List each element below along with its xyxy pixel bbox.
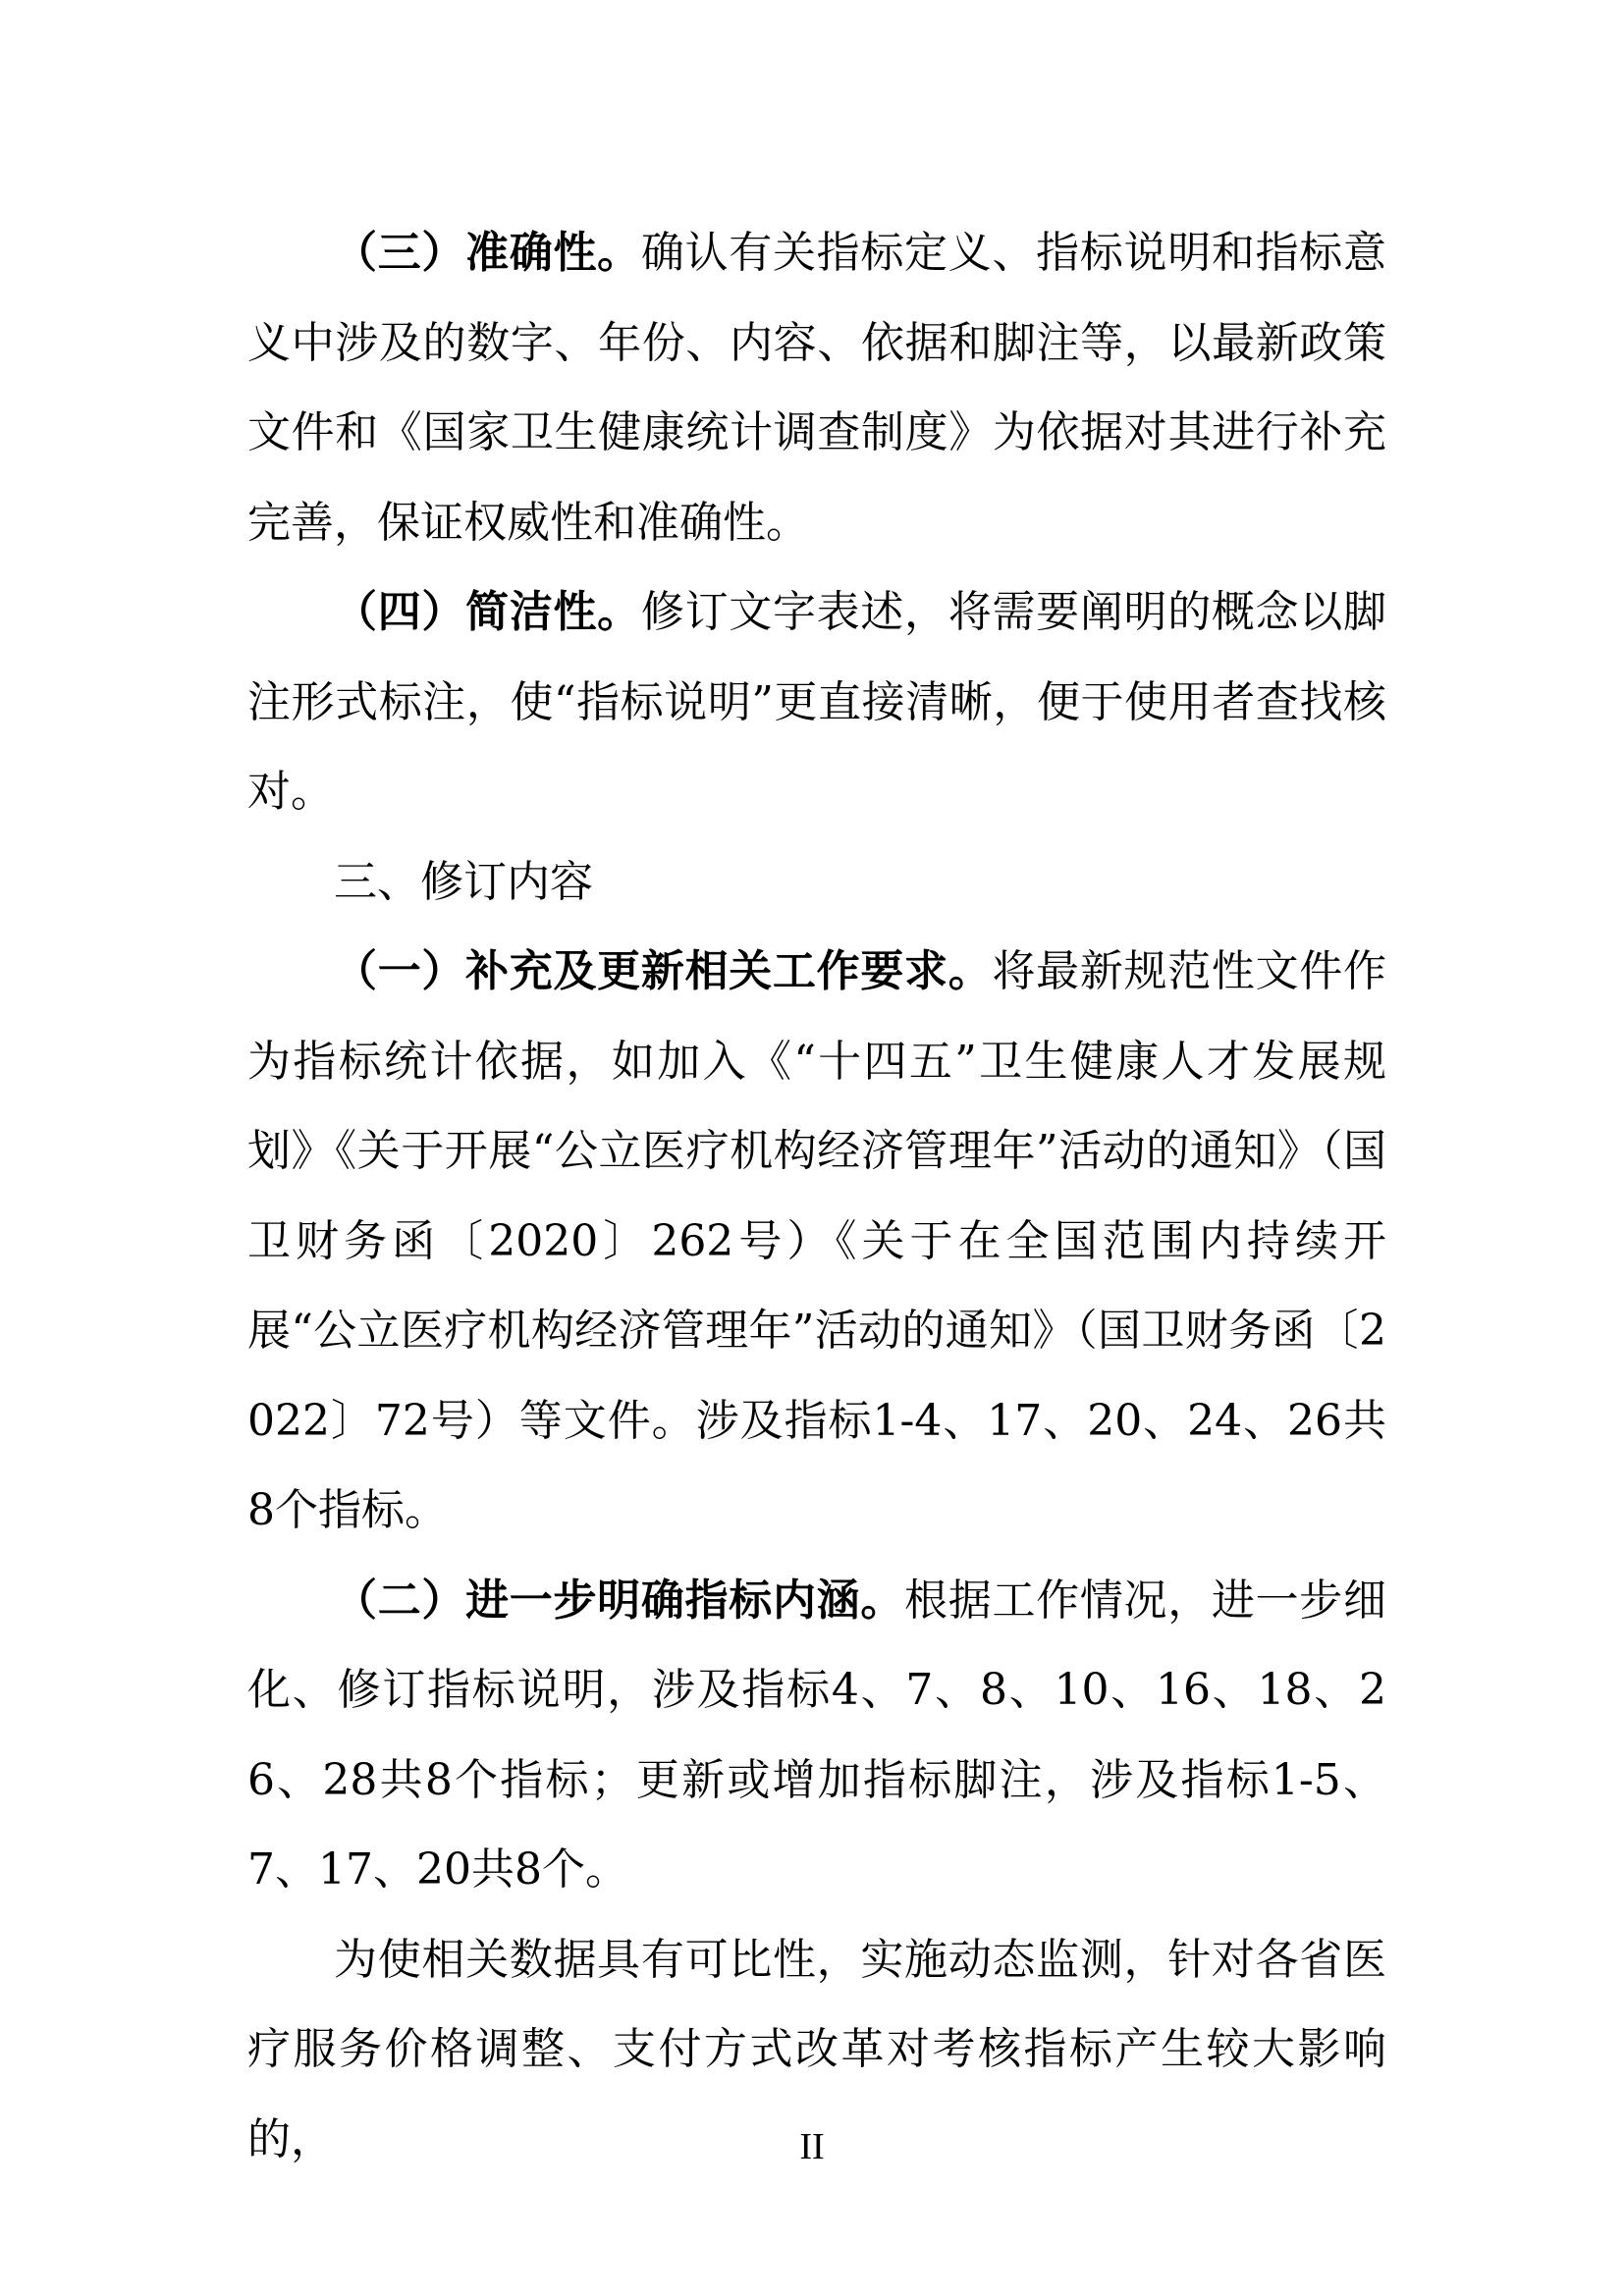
page-number: II [799,2126,825,2167]
paragraph-title: （一）补充及更新相关工作要求。 [334,946,993,996]
paragraph-text: 根据工作情况，进一步细化、修订指标说明，涉及指标4、7、8、10、16、18、26、28共8个指标；更新或增加指标脚注，涉及指标1-5、7、17、20共8个。 [247,1575,1387,1895]
paragraph-text: 将最新规范性文件作为指标统计依据，如加入《“十四五”卫生健康人才发展规划》《关于开展“公立医疗机构经济管理年”活动的通知》（国卫财务函〔2020〕262号）《关于在全国范围内持续开展“公立医疗机构经济管理年”活动的通知》（国卫财务函〔2022〕72号）等文件。涉及指标1-4、17、20、24、26共8个指标。 [247,946,1387,1535]
document-body [247,208,1386,2184]
paragraph-accuracy [247,208,1386,567]
section-heading: 三、修订内容 [334,856,593,907]
paragraph-text: 为使相关数据具有可比性，实施动态监测，针对各省医疗服务价格调整、支付方式改革对考核指标产生较大影响的， [247,1934,1386,2164]
paragraph-indicator-connotation [247,1556,1386,1915]
paragraph-conciseness [247,567,1386,837]
paragraph-work-requirements [247,927,1386,1556]
paragraph-text: 修订文字表述，将需要阐明的概念以脚注形式标注，使“指标说明”更直接清晰，便于使用者查找核对。 [247,587,1387,817]
paragraph-text: 确认有关指标定义、指标说明和指标意义中涉及的数字、年份、内容、依据和脚注等，以最新政策文件和《国家卫生健康统计调查制度》为依据对其进行补充完善，保证权威性和准确性。 [247,228,1387,548]
paragraph-title: （三）准确性。 [334,228,641,278]
paragraph-title: （四）简洁性。 [334,587,641,637]
paragraph-title: （二）进一步明确指标内涵。 [334,1575,905,1626]
